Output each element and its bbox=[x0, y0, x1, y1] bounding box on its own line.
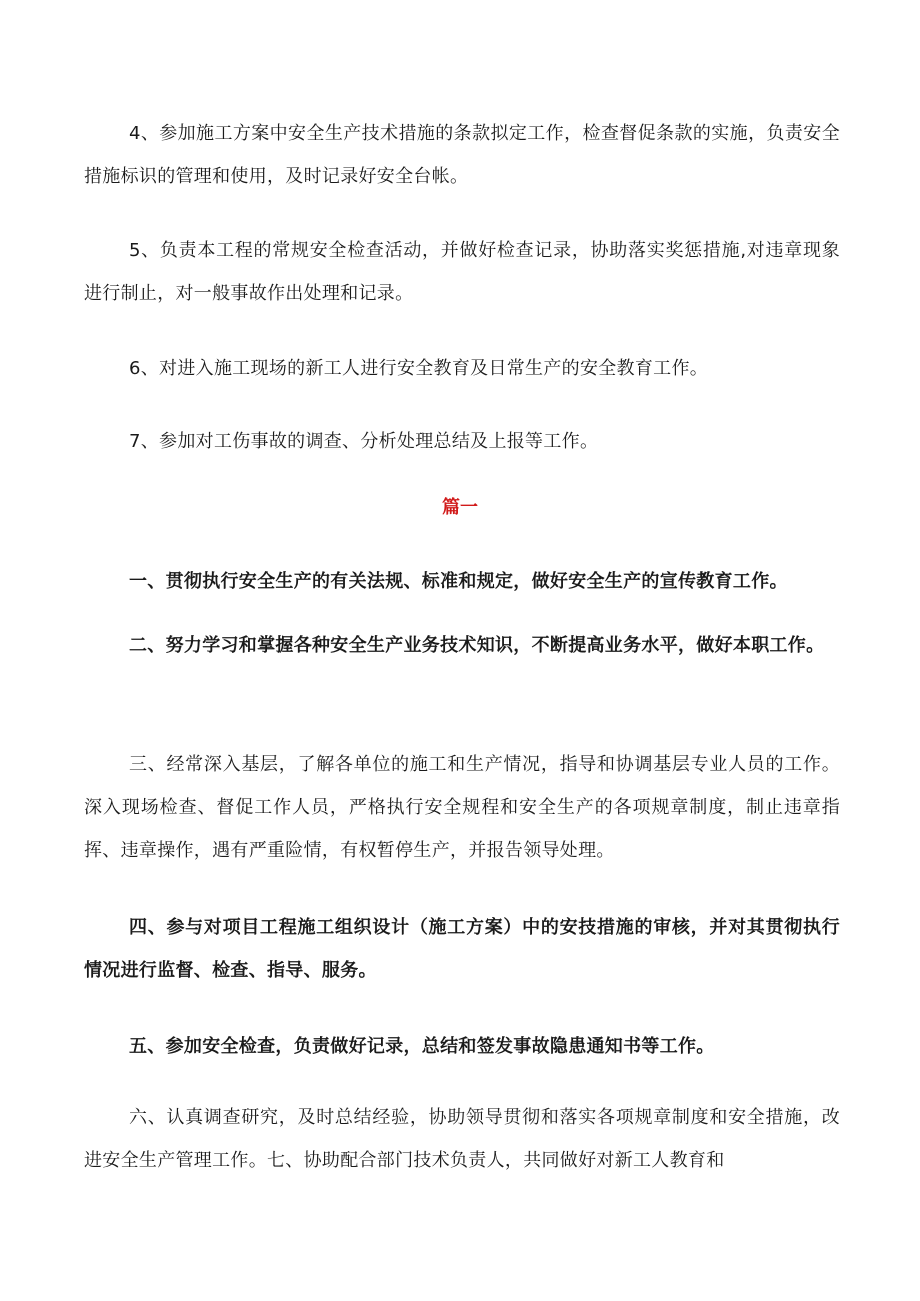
section-item-2: 二、努力学习和掌握各种安全生产业务技术知识，不断提高业务水平，做好本职工作。 bbox=[129, 635, 825, 656]
section-item-4: 四、参与对项目工程施工组织设计（施工方案）中的安技措施的审核，并对其贯彻执行情况进行监督、检查、指导、服务。 bbox=[84, 917, 840, 981]
paragraph-item-7: 7、参加对工伤事故的调查、分析处理总结及上报等工作。 bbox=[129, 431, 599, 452]
section-item-6: 六、认真调查研究，及时总结经验，协助领导贯彻和落实各项规章制度和安全措施，改进安全生产管理工作。七、协助配合部门技术负责人，共同做好对新工人教育和 bbox=[84, 1107, 840, 1171]
section-item-5: 五、参加安全检查，负责做好记录，总结和签发事故隐患通知书等工作。 bbox=[129, 1036, 715, 1057]
paragraph-item-6: 6、对进入施工现场的新工人进行安全教育及日常生产的安全教育工作。 bbox=[129, 358, 709, 379]
section-item-1: 一、贯彻执行安全生产的有关法规、标准和规定，做好安全生产的宣传教育工作。 bbox=[129, 571, 788, 592]
paragraph-item-5: 5、负责本工程的常规安全检查活动，并做好检查记录，协助落实奖惩措施,对违章现象进行制止，对一般事故作出处理和记录。 bbox=[84, 240, 840, 304]
section-heading: 篇一 bbox=[442, 497, 478, 518]
section-item-3: 三、经常深入基层，了解各单位的施工和生产情况，指导和协调基层专业人员的工作。深入现场检查、督促工作人员，严格执行安全规程和安全生产的各项规章制度，制止违章指挥、违章操作，遇有严重险情，有权暂停生产，并报告领导处理。 bbox=[84, 754, 840, 861]
paragraph-item-4: 4、参加施工方案中安全生产技术措施的条款拟定工作，检查督促条款的实施，负责安全措施标识的管理和使用，及时记录好安全台帐。 bbox=[84, 123, 840, 187]
